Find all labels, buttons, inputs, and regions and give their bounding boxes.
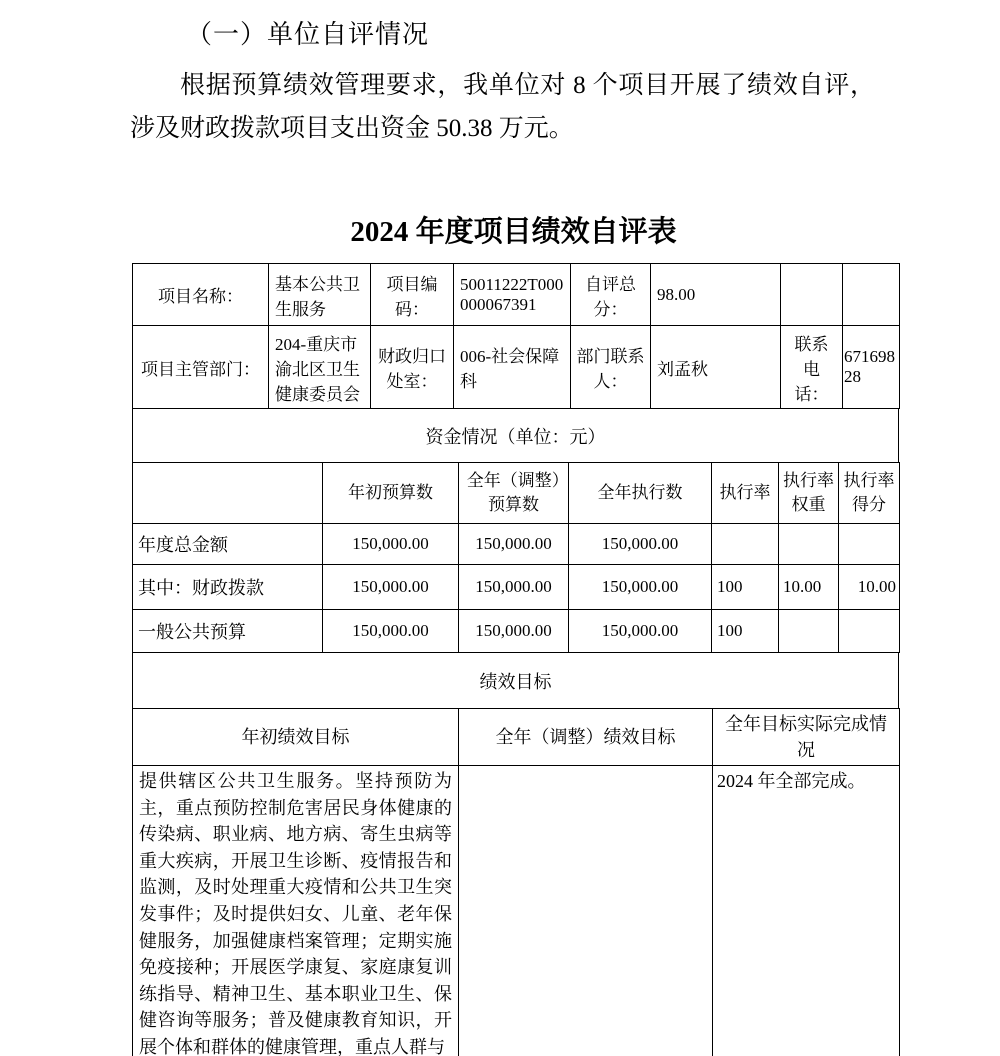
report-title: 2024 年度项目绩效自评表 (350, 216, 677, 248)
funds-section-title: 资金情况（单位：元） (133, 409, 899, 463)
project-info-table (132, 263, 900, 409)
funds-header-blank (133, 463, 323, 524)
fund-rate: 100 (712, 565, 779, 610)
fund-rate-weight (779, 524, 839, 565)
project-name-value: 基本公共卫生服务 (269, 264, 371, 326)
finance-office-value: 006-社会保障科 (454, 326, 571, 409)
section-heading: （一）单位自评情况 (186, 20, 430, 49)
goals-section-title: 绩效目标 (133, 653, 899, 709)
goals-section (132, 652, 899, 709)
empty-cell-2 (843, 264, 900, 326)
funds-header-rate: 执行率 (712, 463, 779, 524)
dept-value: 204-重庆市渝北区卫生健康委员会 (269, 326, 371, 409)
intro-paragraph: 根据预算绩效管理要求，我单位对 8 个项目开展了绩效自评，涉及财政拨款项目支出资金 50.38 万元。 (130, 72, 875, 142)
funds-header-rate-weight: 执行率权重 (779, 463, 839, 524)
goals-header-initial: 年初绩效目标 (133, 709, 459, 766)
fund-initial-budget: 150,000.00 (323, 610, 459, 653)
fund-adjusted-budget: 150,000.00 (459, 610, 569, 653)
fund-row-label: 一般公共预算 (133, 610, 323, 653)
adjusted-goal-text (459, 766, 713, 1056)
initial-goal-text: 提供辖区公共卫生服务。坚持预防为主，重点预防控制危害居民身体健康的传染病、职业病、地方病、寄生虫病等重大疾病，开展卫生诊断、疫情报告和监测，及时处理重大疫情和公共卫生突发事件；及时提供妇女、儿童、老年保健服务，加强健康档案管理；定期实施免疫接种；开展医学康复、家庭康复训练指导、精神卫生、基本职业卫生、保健咨询等服务；普及健康教育知识，开展个体和群体的健康管理，重点人群与 (133, 766, 459, 1056)
project-code-value: 50011222T000000067391 (454, 264, 571, 326)
fund-rate-score: 10.00 (839, 565, 900, 610)
fund-rate (712, 524, 779, 565)
funds-header-rate-score: 执行率得分 (839, 463, 900, 524)
finance-office-label: 财政归口处室： (371, 326, 454, 409)
self-evaluation-table (130, 263, 1000, 1056)
funds-table (132, 462, 900, 653)
fund-row-label: 其中：财政拨款 (133, 565, 323, 610)
goals-table (132, 708, 900, 1056)
project-name-label: 项目名称： (133, 264, 269, 326)
funds-row-total (133, 524, 900, 565)
fund-row-label: 年度总金额 (133, 524, 323, 565)
fund-rate-score (839, 524, 900, 565)
funds-row-fiscal (133, 565, 900, 610)
fund-adjusted-budget: 150,000.00 (459, 524, 569, 565)
funds-row-general-public (133, 610, 900, 653)
completion-text: 2024 年全部完成。 (713, 766, 900, 1056)
fund-initial-budget: 150,000.00 (323, 524, 459, 565)
self-score-value: 98.00 (651, 264, 781, 326)
contact-value: 刘孟秋 (651, 326, 781, 409)
project-code-label: 项目编码： (371, 264, 454, 326)
goals-header-completion: 全年目标实际完成情况 (713, 709, 900, 766)
phone-label: 联系电话： (781, 326, 843, 409)
phone-value: 67169828 (843, 326, 900, 409)
fund-rate-weight (779, 610, 839, 653)
contact-label: 部门联系人： (571, 326, 651, 409)
fund-adjusted-budget: 150,000.00 (459, 565, 569, 610)
funds-header-initial-budget: 年初预算数 (323, 463, 459, 524)
funds-section (132, 408, 899, 463)
goals-header-adjusted: 全年（调整）绩效目标 (459, 709, 713, 766)
empty-cell-1 (781, 264, 843, 326)
fund-executed: 150,000.00 (569, 565, 712, 610)
fund-initial-budget: 150,000.00 (323, 565, 459, 610)
fund-rate: 100 (712, 610, 779, 653)
fund-rate-score (839, 610, 900, 653)
funds-header-adjusted-budget: 全年（调整）预算数 (459, 463, 569, 524)
funds-header-executed: 全年执行数 (569, 463, 712, 524)
fund-executed: 150,000.00 (569, 524, 712, 565)
fund-rate-weight: 10.00 (779, 565, 839, 610)
self-score-label: 自评总分： (571, 264, 651, 326)
dept-label: 项目主管部门： (133, 326, 269, 409)
fund-executed: 150,000.00 (569, 610, 712, 653)
